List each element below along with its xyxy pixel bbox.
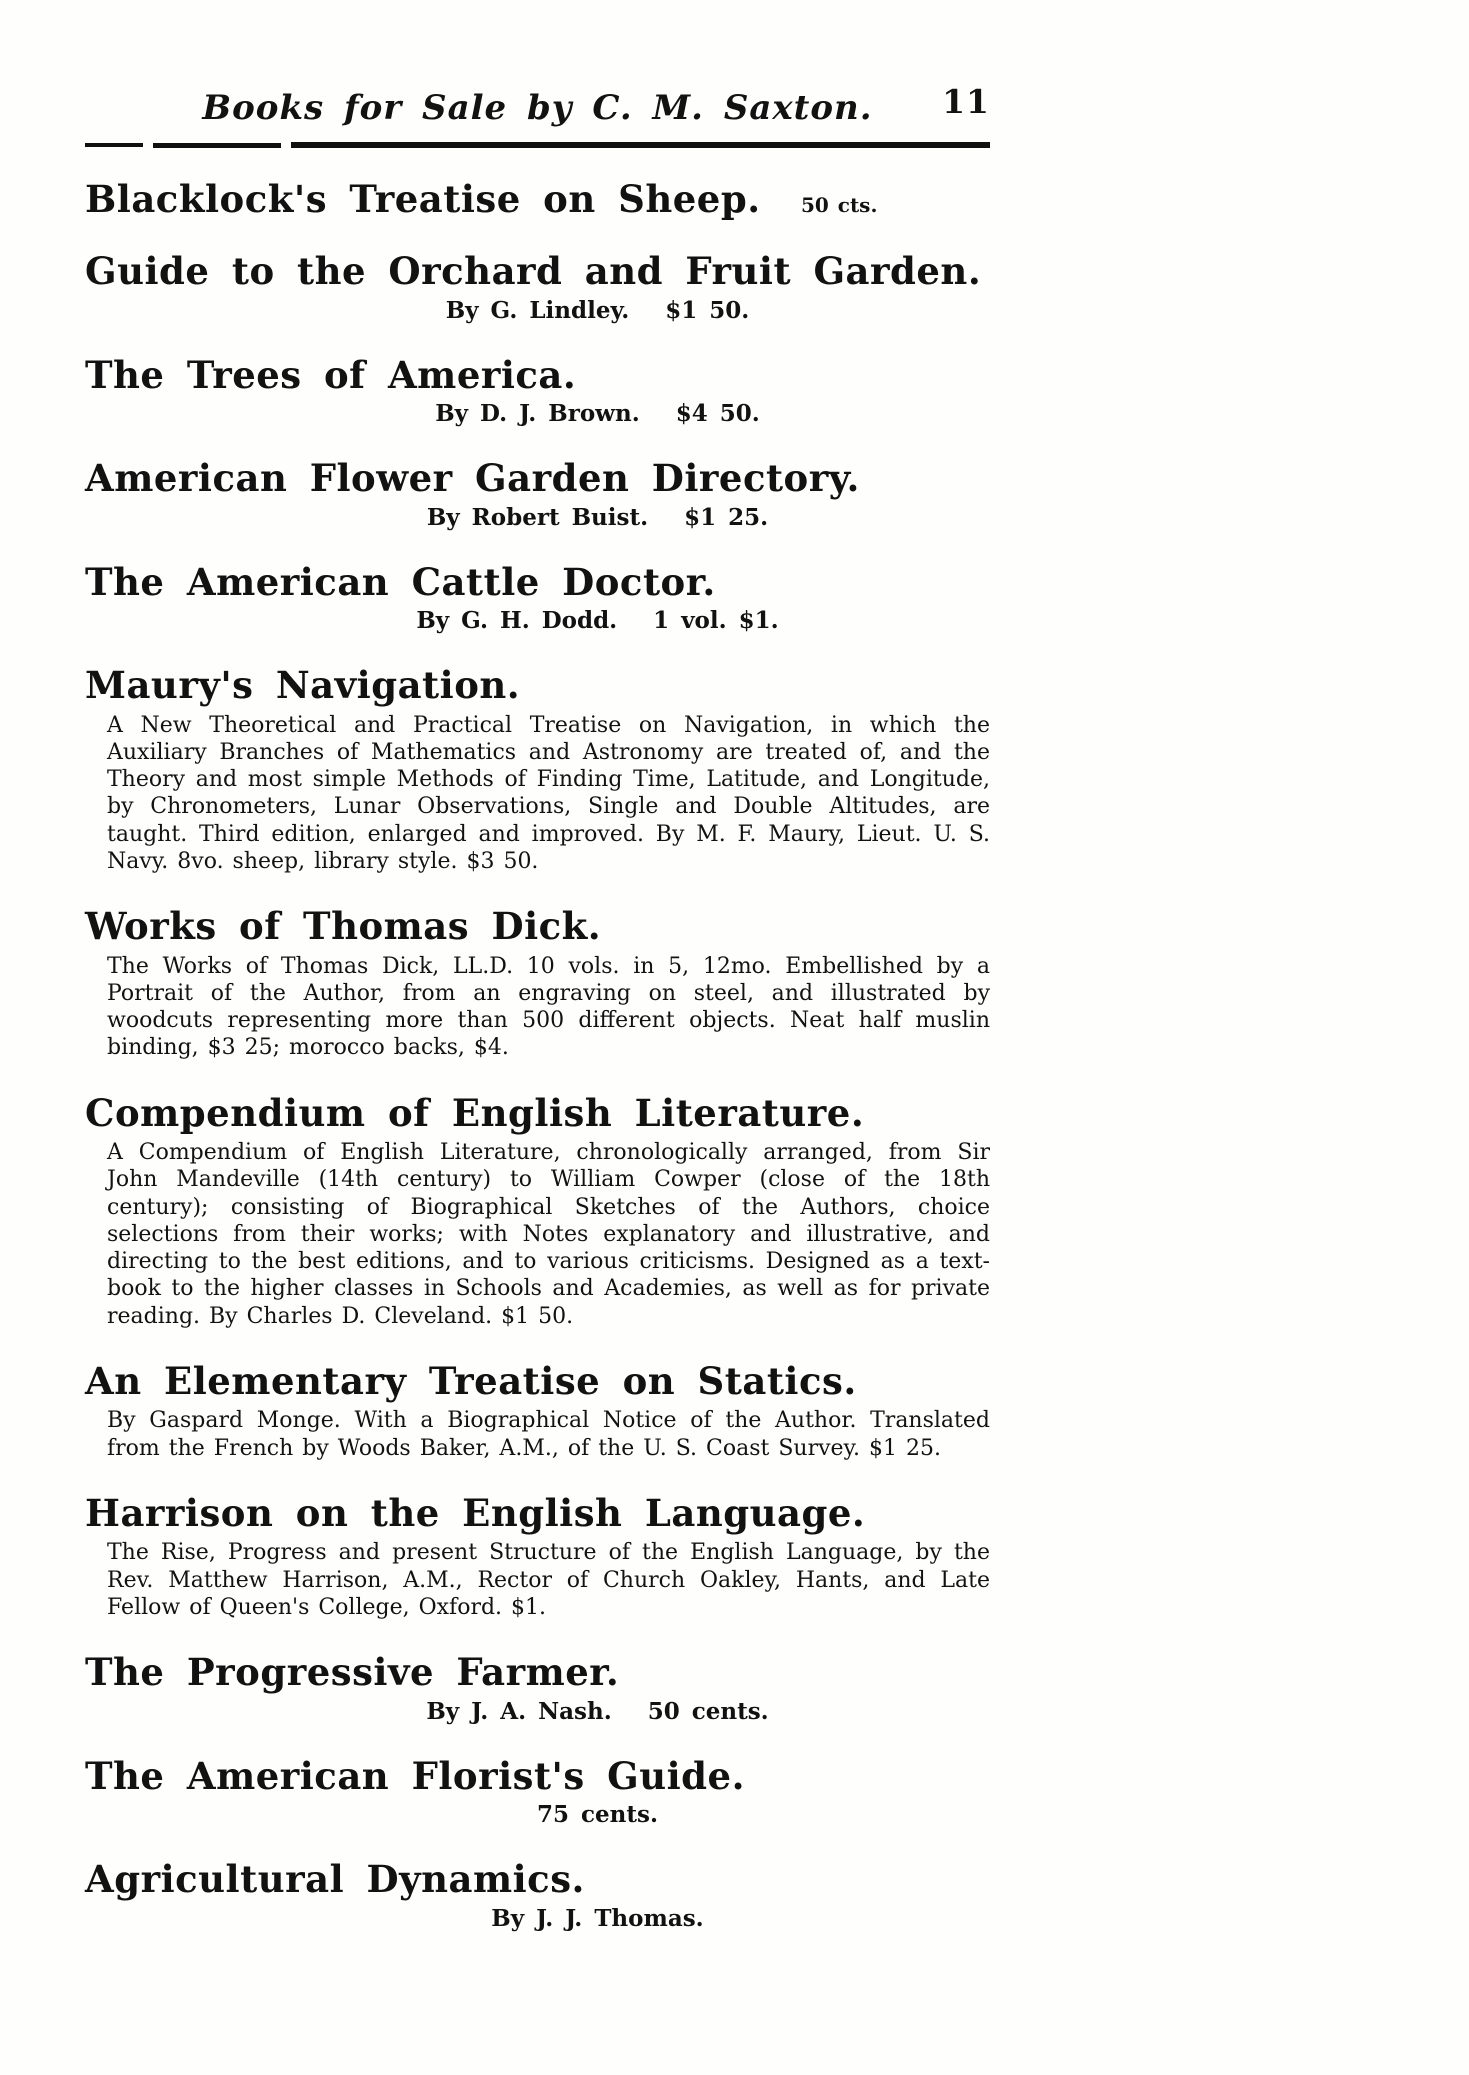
book-entry <box>85 1090 990 1330</box>
book-title: Maury's Navigation. <box>85 663 521 708</box>
book-title-line <box>85 1753 990 1798</box>
book-title-line <box>85 1490 990 1535</box>
text-column <box>85 0 990 1932</box>
book-title-line <box>85 352 990 397</box>
book-list <box>85 179 990 1932</box>
book-title-line <box>85 559 990 604</box>
book-description: A New Theoretical and Practical Treatise on Navigation, in which the Auxiliary Branches of Mathematics and Astronomy are treated of, and the Theory and most simple Methods of Finding Time, Latitude, and Longitude, by Chronometers, Lunar Observations, Single and Double Altitudes, are taught. Third edition, enlarged and improved. By M. F. Maury, Lieut. U. S. Navy. 8vo. sheep, library style. $3 50. <box>107 712 990 874</box>
rule-segment <box>291 142 990 148</box>
book-byline: By Robert Buist. $1 25. <box>426 503 769 531</box>
book-byline: By G. H. Dodd. 1 vol. $1. <box>416 607 779 635</box>
book-entry <box>85 1652 990 1724</box>
book-title-line <box>85 458 990 499</box>
book-byline: 75 cents. <box>537 1801 658 1829</box>
book-title: An Elementary Treatise on Statics. <box>85 1359 857 1404</box>
book-price-inline: 50 cts. <box>800 193 878 217</box>
book-title-line <box>85 1859 990 1900</box>
rule-segment <box>85 143 143 147</box>
book-title: The American Florist's Guide. <box>85 1753 745 1798</box>
header-rule <box>85 142 990 148</box>
book-title-line <box>85 665 990 706</box>
book-title-line <box>85 1652 990 1693</box>
book-title-line <box>85 179 990 220</box>
page-header <box>85 82 990 128</box>
book-title-line <box>85 906 990 947</box>
book-title-line <box>85 251 990 292</box>
book-description: By Gaspard Monge. With a Biographical Notice of the Author. Translated from the French by Woods Baker, A.M., of the U. S. Coast Survey. $1 25. <box>107 1408 990 1461</box>
book-entry <box>85 906 990 1062</box>
page-number: 11 <box>942 82 990 121</box>
book-entry <box>85 458 990 530</box>
book-title: Blacklock's Treatise on Sheep. <box>85 177 761 221</box>
book-title: Harrison on the English Language. <box>85 1490 866 1535</box>
book-title-line <box>85 1361 990 1402</box>
book-title: Compendium of English Literature. <box>85 1090 865 1135</box>
book-title: The Progressive Farmer. <box>85 1650 620 1695</box>
book-entry <box>85 179 990 220</box>
book-entry <box>85 1859 990 1931</box>
book-title-line <box>85 1090 990 1135</box>
book-description: The Works of Thomas Dick, LL.D. 10 vols. in 5, 12mo. Embellished by a Portrait of the Author, from an engraving on steel, and illustrated by woodcuts representing more than 500 different objects. Neat half muslin binding, $3 25; morocco backs, $4. <box>107 953 990 1061</box>
book-title: The Trees of America. <box>85 352 577 397</box>
book-entry <box>85 1753 990 1829</box>
book-title: Works of Thomas Dick. <box>85 904 602 949</box>
book-entry <box>85 559 990 635</box>
book-title: Guide to the Orchard and Fruit Garden. <box>85 249 982 294</box>
book-description: The Rise, Progress and present Structure of the English Language, by the Rev. Matthew Harrison, A.M., Rector of Church Oakley, Hants, and Late Fellow of Queen's College, Oxford. $1. <box>107 1540 990 1620</box>
book-description: A Compendium of English Literature, chronologically arranged, from Sir John Mandeville (14th century) to William Cowper (close of the 18th century); consisting of Biographical Sketches of the Authors, choice selections from their works; with Notes explanatory and illustrative, and directing to the best editions, and to various criticisms. Designed as a text-book to the higher classes in Schools and Academies, as well as for private reading. By Charles D. Cleveland. $1 50. <box>107 1140 990 1329</box>
book-byline: By G. Lindley. $1 50. <box>445 296 750 324</box>
book-entry <box>85 665 990 875</box>
book-byline: By D. J. Brown. $4 50. <box>435 400 760 428</box>
rule-segment <box>153 143 281 148</box>
book-entry <box>85 1361 990 1462</box>
book-title: Agricultural Dynamics. <box>85 1857 585 1902</box>
book-byline: By J. A. Nash. 50 cents. <box>426 1697 769 1725</box>
book-entry <box>85 352 990 428</box>
book-title: The American Cattle Doctor. <box>85 559 716 604</box>
book-entry <box>85 1490 990 1621</box>
page-header-title: Books for Sale by C. M. Saxton. <box>202 88 873 128</box>
book-entry <box>85 251 990 323</box>
book-byline: By J. J. Thomas. <box>491 1904 704 1932</box>
book-title: American Flower Garden Directory. <box>85 456 860 501</box>
